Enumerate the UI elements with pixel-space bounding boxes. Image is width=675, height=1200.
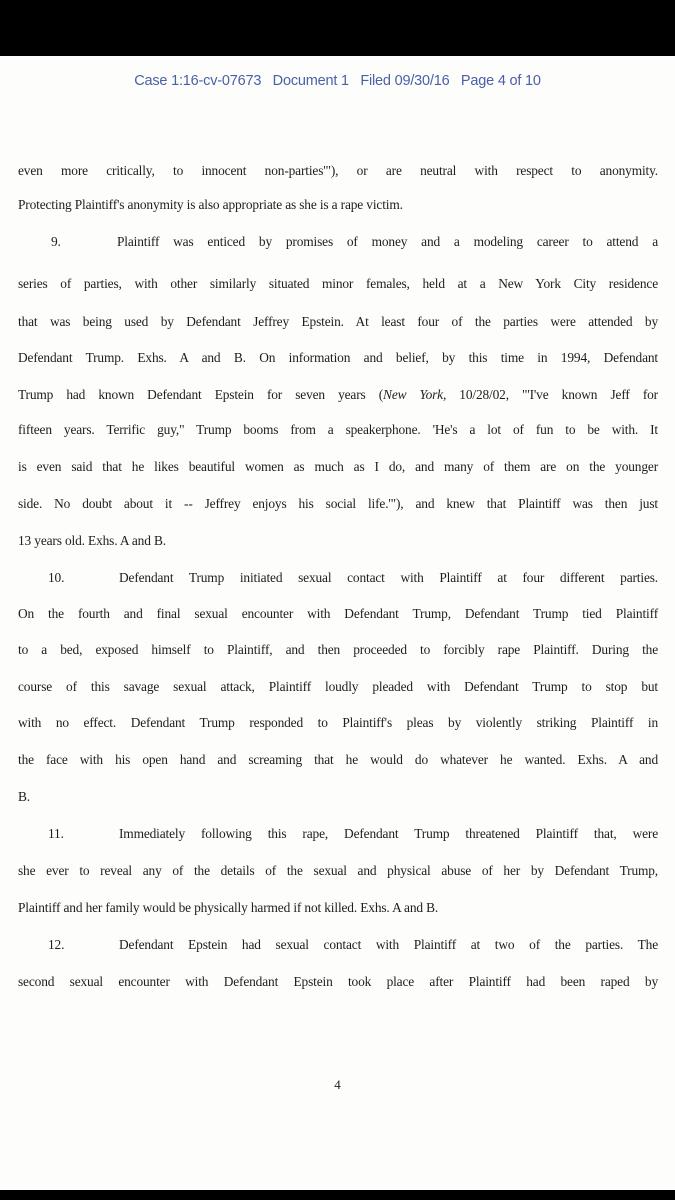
paragraph-9-first-line (18, 234, 658, 250)
text-line: Defendant Trump initiated sexual contact with Plaintiff at four different parties. (119, 570, 658, 585)
text-line: Immediately following this rape, Defendant Trump threatened Plaintiff that, were (119, 826, 658, 841)
text-line: series of parties, with other similarly situated minor females, held at a New York City residence (18, 276, 658, 291)
paragraph-number: 11. (48, 826, 64, 841)
text-line: Plaintiff and her family would be physically harmed if not killed. Exhs. A and B. (18, 900, 439, 915)
text-line: 13 years old. Exhs. A and B. (18, 533, 166, 548)
text-line: side. No doubt about it -- Jeffrey enjoys his social life.'"), and knew that Plaintiff was then just (18, 496, 658, 511)
text-line: is even said that he likes beautiful women as much as I do, and many of them are on the younger (18, 459, 658, 474)
paragraph-number: 10. (48, 570, 65, 585)
paragraph-12-first-line (18, 937, 658, 953)
case-header: Case 1:16-cv-07673 Document 1 Filed 09/30/16 Page 4 of 10 (134, 73, 541, 89)
text-line: she ever to reveal any of the details of the sexual and physical abuse of her by Defendant Trump, (18, 863, 658, 878)
document-page (0, 56, 675, 1200)
paragraph-11-first-line (18, 826, 658, 842)
text-line: second sexual encounter with Defendant Epstein took place after Plaintiff had been raped by (18, 974, 658, 989)
paragraph-number: 12. (48, 937, 65, 952)
text-line: Protecting Plaintiff's anonymity is also appropriate as she is a rape victim. (18, 197, 403, 212)
bottom-border (0, 1190, 675, 1200)
text-line: Trump had known Defendant Epstein for seven years (New York, 10/28/02, "'I've known Jeff for (18, 387, 658, 402)
text-line: even more critically, to innocent non-parties'"), or are neutral with respect to anonymity. (18, 163, 658, 178)
text-line: B. (18, 789, 30, 804)
text-line: to a bed, exposed himself to Plaintiff, and then proceeded to forcibly rape Plaintiff. During the (18, 642, 658, 657)
text-line: On the fourth and final sexual encounter with Defendant Trump, Defendant Trump tied Plaintiff (18, 606, 658, 621)
text-line: the face with his open hand and screaming that he would do whatever he wanted. Exhs. A and (18, 752, 658, 767)
paragraph-number: 9. (51, 234, 61, 249)
text-line: with no effect. Defendant Trump responded to Plaintiff's pleas by violently striking Plaintiff in (18, 715, 658, 730)
paragraph-10-first-line (18, 570, 658, 586)
text-line: that was being used by Defendant Jeffrey Epstein. At least four of the parties were attended by (18, 314, 658, 329)
text-line: Plaintiff was enticed by promises of money and a modeling career to attend a (117, 234, 658, 249)
page-number: 4 (334, 1077, 341, 1092)
text-line: Defendant Epstein had sexual contact with Plaintiff at two of the parties. The (119, 937, 658, 952)
text-line: fifteen years. Terrific guy," Trump booms from a speakerphone. 'He's a lot of fun to be with. It (18, 422, 658, 437)
text-line: course of this savage sexual attack, Plaintiff loudly pleaded with Defendant Trump to stop but (18, 679, 658, 694)
text-line: Defendant Trump. Exhs. A and B. On information and belief, by this time in 1994, Defendant (18, 350, 658, 365)
